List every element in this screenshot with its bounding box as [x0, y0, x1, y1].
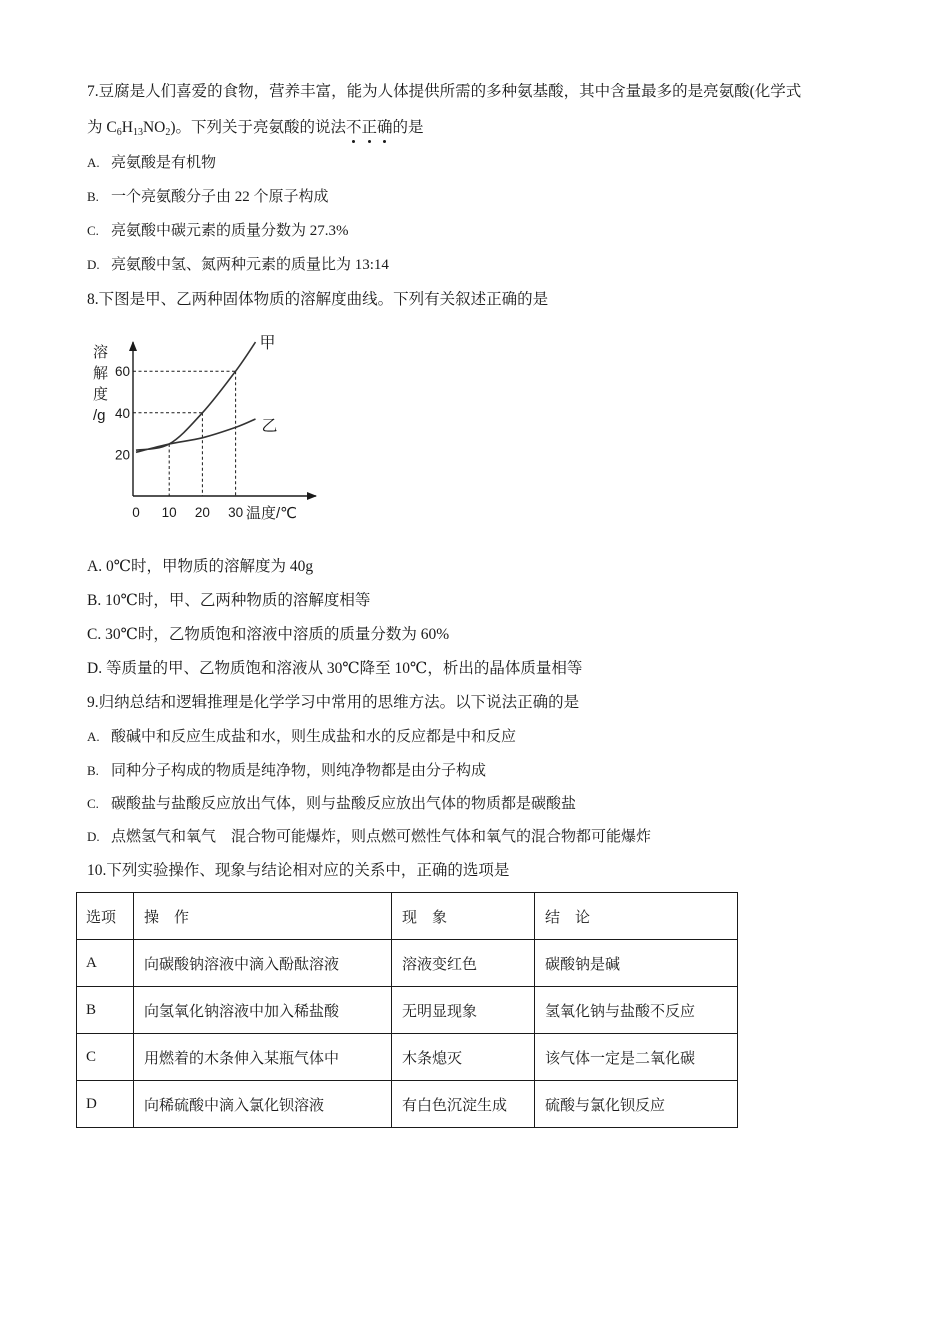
q7-option-a: A. 亮氨酸是有机物	[87, 155, 217, 171]
table-cell: D	[77, 1081, 134, 1128]
table-cell: B	[77, 987, 134, 1034]
series-line-0	[136, 342, 256, 450]
q9-option-c: C. 碳酸盐与盐酸反应放出气体，则与盐酸反应放出气体的物质都是碳酸盐	[87, 796, 577, 812]
x-axis-label: 温度/℃	[246, 505, 298, 522]
table-cell: 氢氧化钠与盐酸不反应	[535, 987, 738, 1034]
y-tick-label: 60	[114, 364, 130, 380]
series-line-1	[136, 419, 256, 452]
q7-stem-line2: 为 $C_6H_{13}NO_2$)。下列关于亮氨酸的说法不正确的是	[87, 119, 424, 138]
q9-stem: 9.归纳总结和逻辑推理是化学学习中常用的思维方法。以下说法正确的是	[87, 694, 580, 711]
leucine-formula: $C_6H_{13}NO_2$	[106, 119, 171, 138]
table-cell: C	[77, 1034, 134, 1081]
table-cell: 该气体一定是二氧化碳	[535, 1034, 738, 1081]
table-row	[77, 987, 738, 1034]
y-axis-label: 溶	[93, 344, 109, 361]
q9-option-a: A. 酸碱中和反应生成盐和水，则生成盐和水的反应都是中和反应	[87, 729, 517, 745]
y-tick-label: 40	[114, 405, 130, 421]
solubility-chart	[86, 332, 326, 532]
y-axis-label: 度	[93, 386, 109, 403]
q8-stem: 8.下图是甲、乙两种固体物质的溶解度曲线。下列有关叙述正确的是	[87, 291, 549, 308]
table-cell: 木条熄灭	[392, 1034, 535, 1081]
table-cell: 向碳酸钠溶液中滴入酚酞溶液	[134, 940, 392, 987]
table-header-row	[77, 893, 738, 940]
table-cell: 溶液变红色	[392, 940, 535, 987]
x-tick-label: 30	[228, 505, 244, 520]
header-cell: 操 作	[134, 893, 392, 940]
table-cell: 有白色沉淀生成	[392, 1081, 535, 1128]
table-cell: 用燃着的木条伸入某瓶气体中	[134, 1034, 392, 1081]
q8-option-b: B. 10℃时，甲、乙两种物质的溶解度相等	[87, 592, 371, 609]
table-cell: 碳酸钠是碱	[535, 940, 738, 987]
x-tick-label: 20	[194, 505, 210, 520]
y-axis-label: 解	[93, 365, 109, 382]
header-cell: 现 象	[392, 893, 535, 940]
q8-option-d: D. 等质量的甲、乙物质饱和溶液从 30℃降至 10℃，析出的晶体质量相等	[87, 660, 583, 677]
table-cell: 硫酸与氯化钡反应	[535, 1081, 738, 1128]
q9-option-b: B. 同种分子构成的物质是纯净物，则纯净物都是由分子构成	[87, 763, 487, 779]
series-label-1: 乙	[261, 418, 278, 436]
x-tick-label: 0	[132, 505, 140, 520]
q9-option-d: D. 点燃氢气和氧气 混合物可能爆炸，则点燃可燃性气体和氧气的混合物都可能爆炸	[87, 829, 652, 845]
table-cell: 向稀硫酸中滴入氯化钡溶液	[134, 1081, 392, 1128]
q7-option-c: C. 亮氨酸中碳元素的质量分数为 27.3%	[87, 223, 349, 239]
header-cell: 选项	[77, 893, 134, 940]
y-tick-label: 20	[114, 447, 130, 463]
table-cell: A	[77, 940, 134, 987]
header-cell: 结 论	[535, 893, 738, 940]
table-row	[77, 1081, 738, 1128]
q7-stem-line1: 7.豆腐是人们喜爱的食物，营养丰富，能为人体提供所需的多种氨基酸，其中含量最多的是亮氨酸(化学式	[87, 83, 802, 100]
q8-option-a: A. 0℃时，甲物质的溶解度为 40g	[87, 558, 314, 575]
table-row	[77, 1034, 738, 1081]
table-cell: 向氢氧化钠溶液中加入稀盐酸	[134, 987, 392, 1034]
table-cell: 无明显现象	[392, 987, 535, 1034]
x-tick-label: 10	[161, 505, 177, 520]
series-label-0: 甲	[259, 335, 276, 353]
y-axis-label: /g	[93, 407, 106, 424]
q7-option-d: D. 亮氨酸中氢、氮两种元素的质量比为 13:14	[87, 257, 389, 273]
emphasis-text: 不正确	[346, 119, 393, 136]
table-row	[77, 940, 738, 987]
q8-option-c: C. 30℃时，乙物质饱和溶液中溶质的质量分数为 60%	[87, 626, 450, 643]
q10-table	[76, 892, 738, 1128]
q7-option-b: B. 一个亮氨酸分子由 22 个原子构成	[87, 189, 329, 205]
q10-stem: 10.下列实验操作、现象与结论相对应的关系中，正确的选项是	[87, 862, 510, 879]
